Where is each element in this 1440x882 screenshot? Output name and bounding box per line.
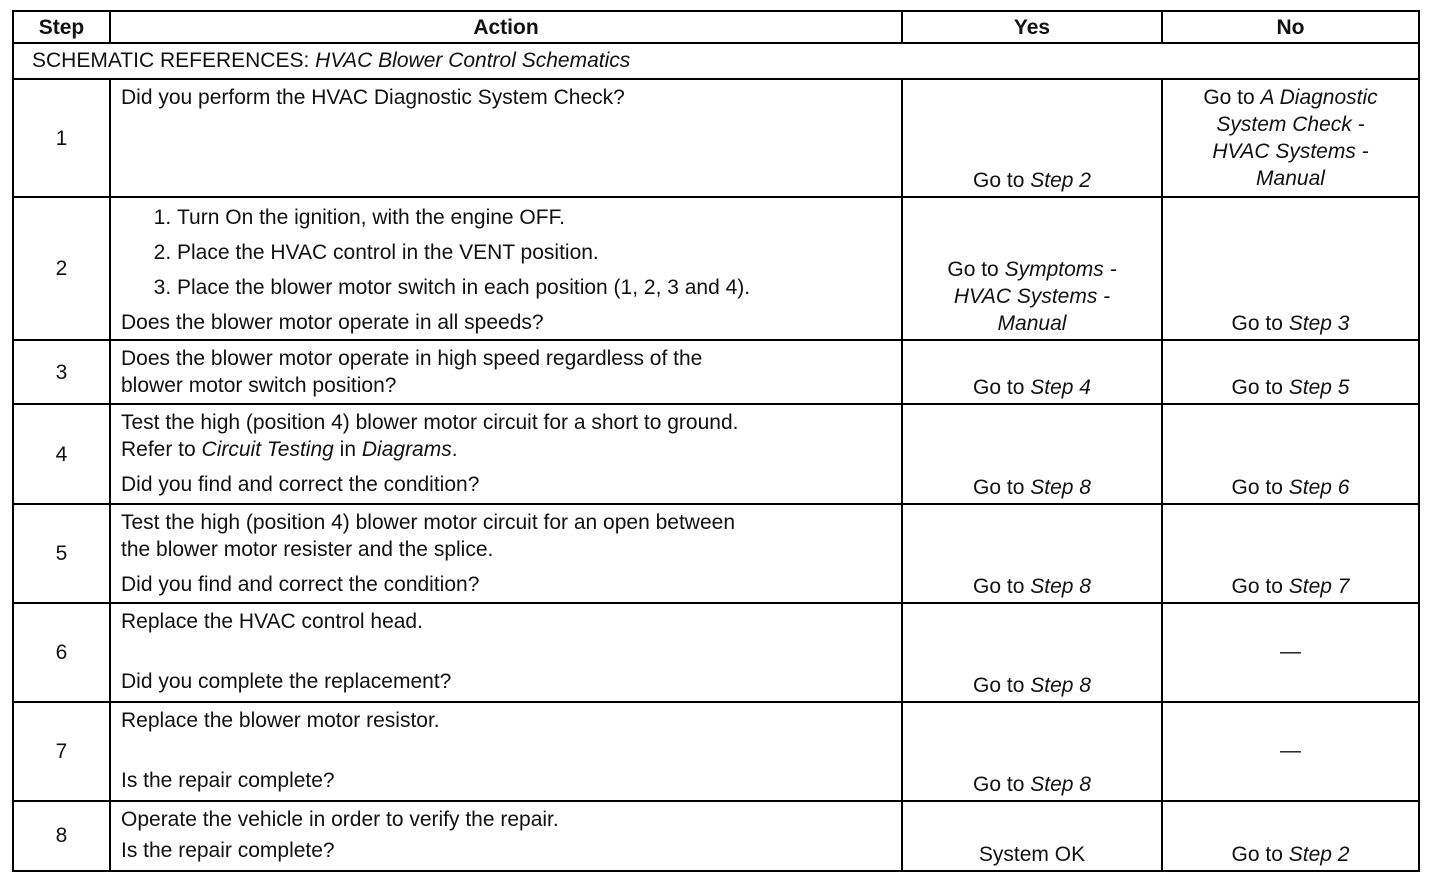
yes-prefix: Go to: [973, 376, 1025, 400]
yes-cell: [902, 404, 1162, 504]
action-text: Test the high (position 4) blower motor circuit for an open between: [121, 510, 735, 534]
yes-link-line[interactable]: Symptoms -: [1004, 257, 1117, 281]
action-text: blower motor switch position?: [121, 373, 397, 397]
yes-step-link[interactable]: Step 8: [1030, 575, 1091, 599]
action-question: Did you complete the replacement?: [121, 670, 452, 694]
action-cell: [110, 504, 902, 604]
yes-cell: [902, 504, 1162, 604]
step-number: 5: [13, 504, 110, 604]
no-step-link[interactable]: Step 7: [1288, 575, 1350, 599]
step-number: 6: [13, 603, 110, 702]
header-yes: Yes: [902, 11, 1162, 43]
step-number: 4: [13, 404, 110, 504]
schematic-references-cell: [13, 43, 1419, 79]
yes-cell: [902, 801, 1162, 871]
yes-step-link[interactable]: Step 8: [1030, 673, 1091, 697]
schematic-references-label: SCHEMATIC REFERENCES:: [32, 49, 310, 73]
yes-prefix: Go to: [973, 772, 1025, 796]
no-prefix: Go to: [1231, 843, 1283, 866]
action-text: Replace the HVAC control head.: [121, 610, 423, 634]
list-item: 3. Place the blower motor switch in each position (1, 2, 3 and 4).: [177, 274, 891, 301]
no-cell: [1162, 603, 1419, 702]
no-prefix: Go to: [1203, 86, 1255, 110]
action-text: Does the blower motor operate in high speed regardless of the: [121, 346, 703, 370]
action-text: Replace the blower motor resistor.: [121, 708, 440, 732]
no-step-link[interactable]: Step 2: [1288, 843, 1350, 866]
action-question: Did you perform the HVAC Diagnostic System Check?: [121, 86, 625, 110]
yes-cell: [902, 79, 1162, 197]
step-number: 7: [13, 702, 110, 801]
yes-prefix: Go to: [973, 475, 1025, 499]
schematic-references-link[interactable]: HVAC Blower Control Schematics: [315, 49, 631, 73]
action-cell: [110, 197, 902, 340]
refer-end: .: [451, 438, 458, 462]
circuit-testing-link[interactable]: Circuit Testing: [201, 438, 334, 462]
header-row: [13, 11, 1419, 43]
table-row: [13, 340, 1419, 404]
table-row: [13, 404, 1419, 504]
table-row: [13, 504, 1419, 604]
no-prefix: Go to: [1231, 311, 1283, 335]
no-link-line[interactable]: A Diagnostic: [1260, 86, 1378, 110]
step-number: 3: [13, 340, 110, 404]
yes-prefix: Go to: [973, 673, 1025, 697]
yes-cell: [902, 340, 1162, 404]
no-cell: [1162, 702, 1419, 801]
action-cell: [110, 801, 902, 871]
action-text: Test the high (position 4) blower motor circuit for a short to ground.: [121, 411, 739, 435]
no-prefix: Go to: [1231, 475, 1283, 499]
action-steps-list: [121, 204, 891, 301]
yes-step-link[interactable]: Step 8: [1030, 772, 1091, 796]
yes-result: System OK: [978, 843, 1086, 866]
action-question: Is the repair complete?: [121, 838, 335, 862]
yes-step-link[interactable]: Step 4: [1030, 376, 1091, 400]
diagnostic-table: [12, 10, 1420, 872]
step-number: 8: [13, 801, 110, 871]
action-question: Does the blower motor operate in all speeds?: [121, 311, 544, 335]
no-cell: [1162, 504, 1419, 604]
action-question: Did you find and correct the condition?: [121, 473, 480, 497]
refer-mid: in: [339, 438, 357, 462]
step-number: 2: [13, 197, 110, 340]
header-action: Action: [110, 11, 902, 43]
table-row: [13, 801, 1419, 871]
list-item: 2. Place the HVAC control in the VENT position.: [177, 239, 891, 266]
action-refer: [121, 436, 891, 463]
header-no: No: [1162, 11, 1419, 43]
no-cell: [1162, 197, 1419, 340]
no-prefix: Go to: [1231, 575, 1283, 599]
yes-link-line[interactable]: HVAC Systems -: [953, 284, 1111, 308]
diagrams-link[interactable]: Diagrams: [361, 438, 452, 462]
table-row: [13, 702, 1419, 801]
no-step-link[interactable]: Step 6: [1288, 475, 1350, 499]
action-cell: [110, 702, 902, 801]
no-link-line[interactable]: System Check -: [1216, 113, 1365, 137]
yes-step-link[interactable]: Step 2: [1030, 169, 1091, 193]
diagnostic-table-page: [12, 10, 1418, 872]
table-row: [13, 197, 1419, 340]
no-dash: —: [1280, 640, 1301, 664]
no-prefix: Go to: [1231, 376, 1283, 400]
action-question: Is the repair complete?: [121, 768, 335, 792]
yes-cell: [902, 603, 1162, 702]
action-question: Did you find and correct the condition?: [121, 572, 480, 596]
no-link-line[interactable]: Manual: [1256, 167, 1325, 191]
no-link-line[interactable]: HVAC Systems -: [1212, 140, 1369, 164]
no-step-link[interactable]: Step 5: [1288, 376, 1350, 400]
yes-prefix: Go to: [973, 169, 1025, 193]
step-number: 1: [13, 79, 110, 197]
yes-cell: [902, 702, 1162, 801]
action-cell: [110, 79, 902, 197]
action-text: Operate the vehicle in order to verify the repair.: [121, 807, 559, 831]
list-item: 1. Turn On the ignition, with the engine OFF.: [177, 204, 891, 231]
yes-prefix: Go to: [973, 575, 1025, 599]
header-step: Step: [13, 11, 110, 43]
schematic-references-row: [13, 43, 1419, 79]
yes-cell: [902, 197, 1162, 340]
no-cell: [1162, 404, 1419, 504]
action-text: the blower motor resister and the splice.: [121, 537, 494, 561]
yes-step-link[interactable]: Step 8: [1030, 475, 1091, 499]
no-step-link[interactable]: Step 3: [1288, 311, 1350, 335]
no-cell: [1162, 340, 1419, 404]
no-dash: —: [1280, 738, 1301, 762]
yes-link-line[interactable]: Manual: [997, 311, 1067, 335]
refer-prefix: Refer to: [121, 438, 196, 462]
no-cell: [1162, 801, 1419, 871]
yes-prefix: Go to: [947, 257, 999, 281]
action-cell: [110, 404, 902, 504]
table-row: [13, 79, 1419, 197]
action-cell: [110, 603, 902, 702]
no-cell: [1162, 79, 1419, 197]
action-cell: [110, 340, 902, 404]
table-row: [13, 603, 1419, 702]
